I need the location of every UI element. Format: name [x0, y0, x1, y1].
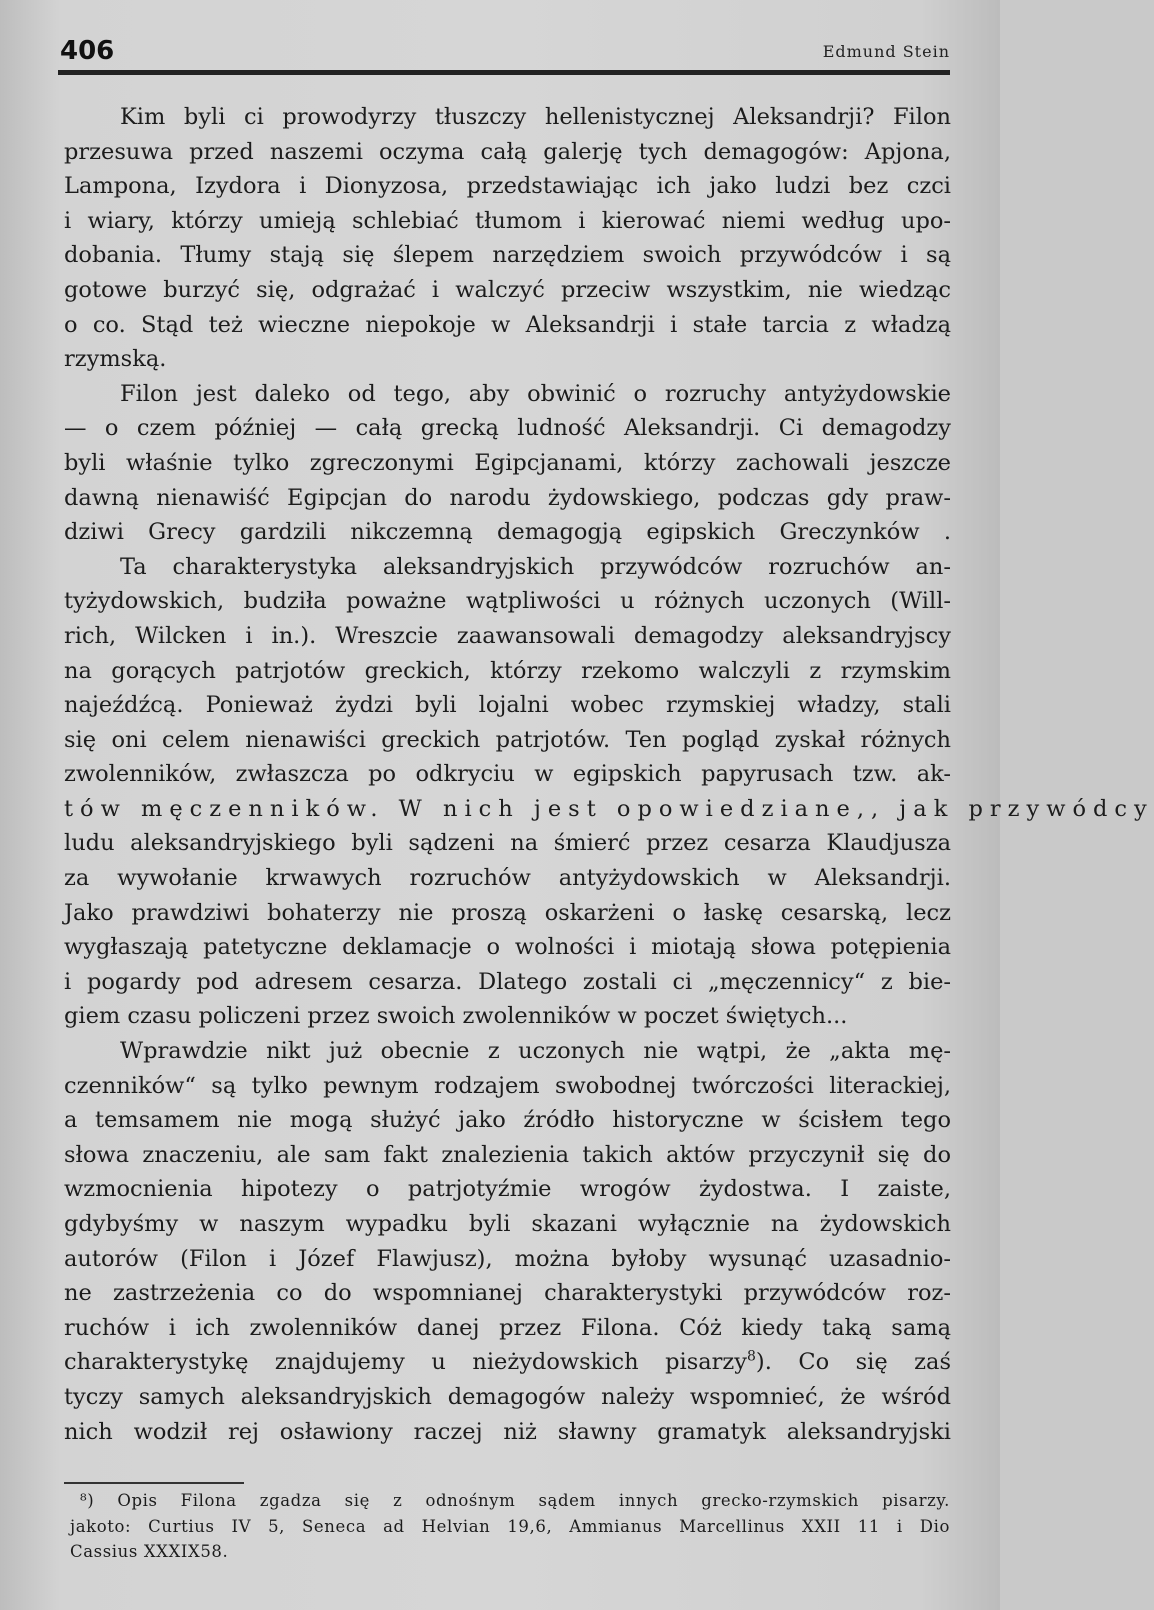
text-line: zwolenników, zwłaszcza po odkryciu w egipskich papyrusach tzw. ak-: [64, 761, 951, 788]
text-line: za wywołanie krwawych rozruchów antyżydowskich w Aleksandrji.: [64, 865, 951, 892]
running-head: Edmund Stein: [822, 42, 950, 61]
text-line: giem czasu policzeni przez swoich zwolenników w poczet świętych...: [64, 1003, 848, 1030]
text-line: Filon jest daleko od tego, aby obwinić o rozruchy antyżydowskie: [120, 380, 951, 407]
text-line: dawną nienawiść Egipcjan do narodu żydowskiego, podczas gdy praw-: [64, 484, 951, 511]
text-line: Kim byli ci prowodyrzy tłuszczy hellenistycznej Aleksandrji? Filon: [120, 104, 951, 130]
footnotes: [70, 1488, 950, 1565]
footnote-line: Cassius XXXIX58.: [70, 1542, 229, 1561]
text-line: dziwi Grecy gardzili nikczemną demagogją egipskich Greczynków .: [64, 519, 951, 546]
text-segment: ). Co się zaś: [755, 1349, 952, 1376]
text-line: tyżydowskich, budziła poważne wątpliwości u różnych uczonych (Will-: [64, 588, 951, 615]
text-line: Ta charakterystyka aleksandryjskich przywódców rozruchów an-: [120, 553, 951, 580]
text-line: przesuwa przed naszemi oczyma całą galerję tych demagogów: Apjona,: [64, 138, 951, 165]
text-line: o co. Stąd też wieczne niepokoje w Aleksandrji i stałe tarcia z władzą: [64, 311, 951, 338]
text-line: ne zastrzeżenia co do wspomnianej charakterystyki przywódców roz-: [64, 1280, 951, 1307]
text-line: ruchów i ich zwolenników danej przez Filona. Cóż kiedy taką samą: [64, 1314, 951, 1341]
text-line: nich wodził rej osławiony raczej niż sławny gramatyk aleksandryjski: [64, 1418, 951, 1445]
footnote-rule: [64, 1482, 244, 1484]
text-line: tyczy samych aleksandryjskich demagogów należy wspomnieć, że wśród: [64, 1383, 951, 1410]
text-line: byli właśnie tylko zgreczonymi Egipcjanami, którzy zachowali jeszcze: [64, 449, 951, 476]
text-line: autorów (Filon i Józef Flawjusz), można byłoby wysunąć uzasadnio-: [64, 1245, 951, 1272]
text-line: i pogardy pod adresem cesarza. Dlatego zostali ci „męczennicy“ z bie-: [64, 968, 951, 995]
text-line: i wiary, którzy umieją schlebiać tłumom i kierować niemi według upo-: [64, 207, 951, 234]
text-line: a temsamem nie mogą służyć jako źródło historyczne w ścisłem tego: [64, 1107, 951, 1134]
text-line: na gorących patrjotów greckich, którzy rzekomo walczyli z rzymskim: [64, 657, 951, 684]
text-line: tów męczenników. W nich jest opowiedziane,, jak przywódcy: [64, 795, 1154, 822]
text-line: ludu aleksandryjskiego byli sądzeni na śmierć przez cesarza Klaudjusza: [64, 830, 951, 857]
header-rule: [58, 70, 950, 75]
text-line: czenników“ są tylko pewnym rodzajem swobodnej twórczości literackiej,: [64, 1072, 951, 1099]
text-line: gdybyśmy w naszym wypadku byli skazani wyłącznie na żydowskich: [64, 1211, 951, 1237]
body-text: [64, 100, 1154, 1449]
text-line: — o czem później — całą grecką ludność Aleksandrji. Ci demagodzy: [64, 415, 951, 442]
text-line: Lampona, Izydora i Dionyzosa, przedstawiając ich jako ludzi bez czci: [64, 173, 951, 200]
text-line: się oni celem nienawiści greckich patrjotów. Ten pogląd zyskał różnych: [64, 726, 951, 753]
text-line: rzymską.: [64, 346, 167, 373]
text-line-with-footnote-ref: [64, 1345, 951, 1380]
text-line: rich, Wilcken i in.). Wreszcie zaawansowali demagodzy aleksandryjscy: [64, 622, 951, 649]
page-header: [60, 34, 950, 74]
text-line: najeźdźcą. Ponieważ żydzi byli lojalni wobec rzymskiej władzy, stali: [64, 692, 951, 719]
text-line: wygłaszają patetyczne deklamacje o wolności i miotają słowa potępienia: [64, 934, 951, 961]
text-line: dobania. Tłumy stają się ślepem narzędziem swoich przywódców i są: [64, 242, 951, 269]
text-line: gotowe burzyć się, odgrażać i walczyć przeciw wszystkim, nie wiedząc: [64, 276, 951, 303]
text-line: Jako prawdziwi bohaterzy nie proszą oskarżeni o łaskę cesarską, lecz: [64, 899, 951, 926]
footnote-line: jakoto: Curtius IV 5, Seneca ad Helvian 19,6, Ammianus Marcellinus XXII 11 i Dio: [70, 1516, 950, 1536]
footnote-line: ⁸) Opis Filona zgadza się z odnośnym sądem innych grecko-rzymskich pisarzy.: [80, 1491, 950, 1510]
footnote-ref: 8: [747, 1348, 756, 1365]
text-line: wzmocnienia hipotezy o patrjotyźmie wrogów żydostwa. I zaiste,: [64, 1176, 951, 1203]
text-line: słowa znaczeniu, ale sam fakt znalezienia takich aktów przyczynił się do: [64, 1141, 951, 1168]
page-number: 406: [60, 36, 115, 66]
text-line: Wprawdzie nikt już obecnie z uczonych nie wątpi, że „akta mę-: [120, 1038, 951, 1065]
text-segment: charakterystykę znajdujemy u nieżydowskich pisarzy: [64, 1349, 747, 1376]
